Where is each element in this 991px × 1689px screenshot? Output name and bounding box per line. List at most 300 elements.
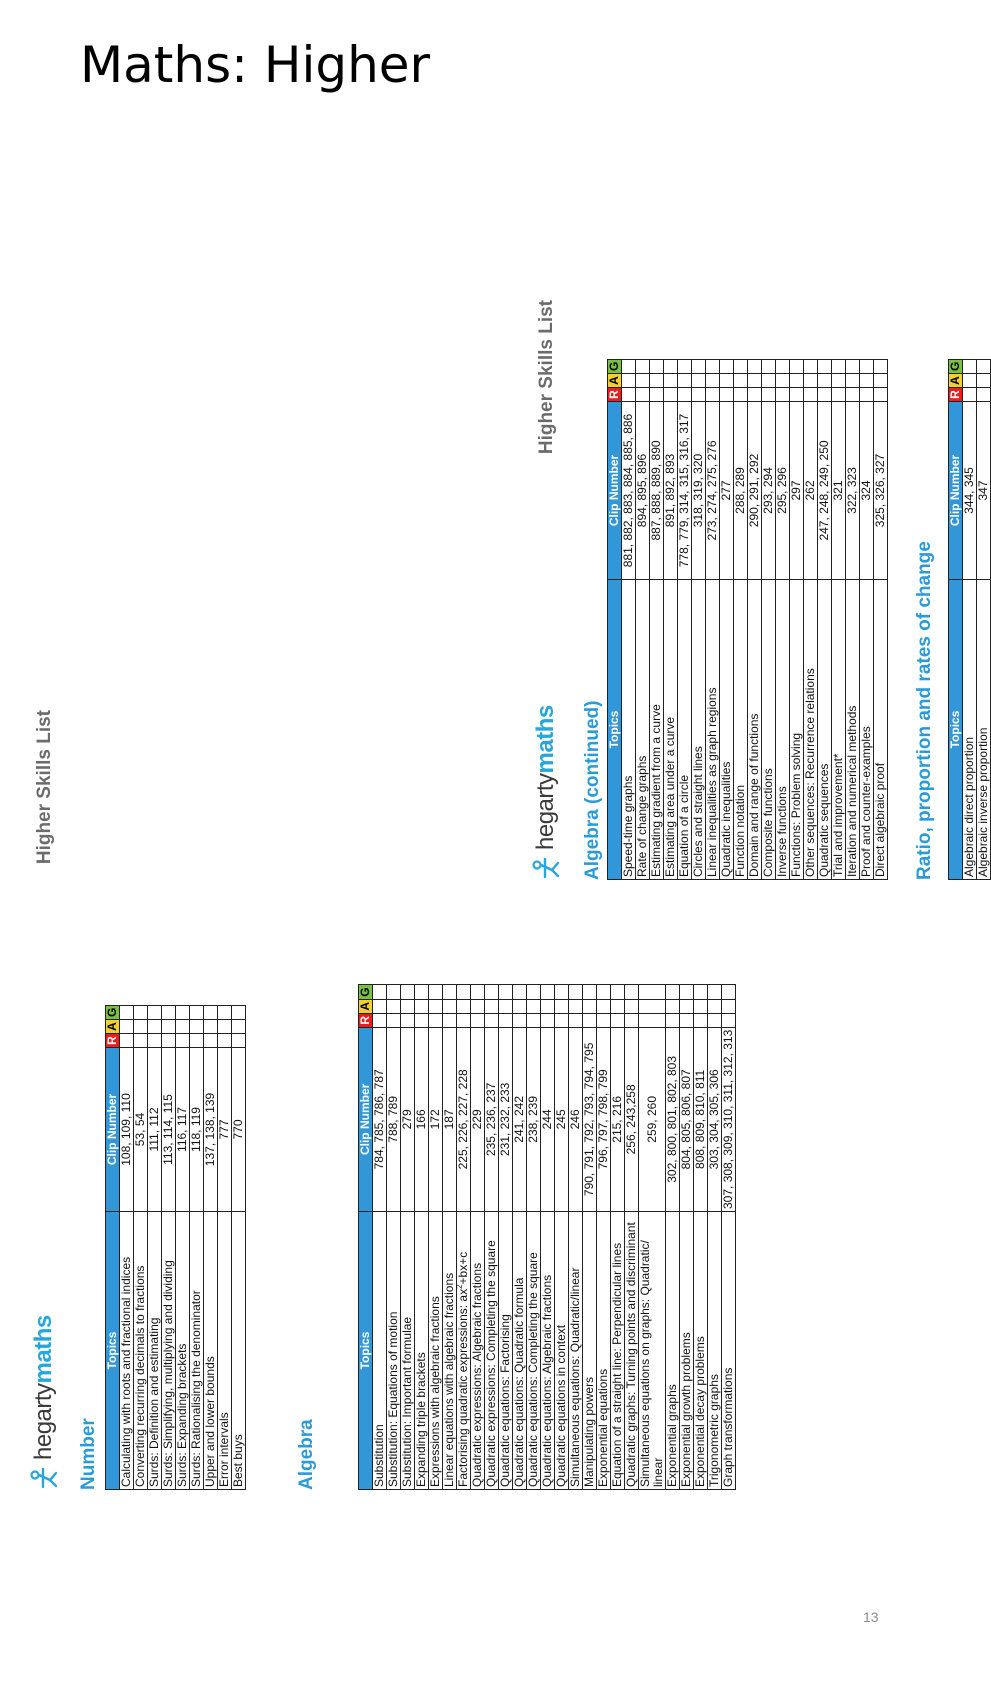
rag-r-cell[interactable] — [636, 388, 650, 402]
clip-number-cell: 325, 326, 327 — [874, 402, 888, 580]
rag-r-cell[interactable] — [611, 1013, 625, 1027]
table-row — [874, 359, 888, 879]
rag-r-cell[interactable] — [860, 388, 874, 402]
rag-a-cell[interactable] — [762, 374, 776, 388]
rag-g-cell[interactable] — [176, 1005, 190, 1019]
rag-r-cell[interactable] — [776, 388, 790, 402]
topic-cell: Functions: Problem solving — [790, 580, 804, 880]
clip-number-cell: 297 — [790, 402, 804, 580]
rag-r-cell[interactable] — [555, 1013, 569, 1027]
rag-r-cell[interactable] — [963, 388, 977, 402]
logo-text-hegarty: hegarty — [532, 773, 559, 850]
rag-r-cell[interactable] — [134, 1034, 148, 1048]
rag-a-cell[interactable] — [218, 1020, 232, 1034]
rag-a-cell[interactable] — [650, 374, 664, 388]
topic-cell: Quadratic equations in context — [555, 1212, 569, 1490]
rag-r-cell[interactable] — [708, 1013, 722, 1027]
rag-g-cell[interactable] — [694, 985, 708, 999]
rag-r-cell[interactable] — [597, 1013, 611, 1027]
rag-g-cell[interactable] — [708, 985, 722, 999]
rag-g-cell[interactable] — [499, 985, 513, 999]
rag-g-cell[interactable] — [874, 359, 888, 373]
rag-r-cell[interactable] — [832, 388, 846, 402]
table-row — [818, 359, 832, 879]
rag-r-cell[interactable] — [678, 388, 692, 402]
rag-a-cell[interactable] — [485, 999, 499, 1013]
topic-cell: Estimating area under a curve — [664, 580, 678, 880]
table-row — [692, 359, 706, 879]
rag-g-cell[interactable] — [569, 985, 583, 999]
rag-r-cell[interactable] — [569, 1013, 583, 1027]
rag-g-cell[interactable] — [622, 359, 636, 373]
rag-r-cell[interactable] — [499, 1013, 513, 1027]
rag-a-cell[interactable] — [678, 374, 692, 388]
table-row — [680, 985, 694, 1490]
clip-number-cell: 324 — [860, 402, 874, 580]
rag-a-cell[interactable] — [818, 374, 832, 388]
rag-g-cell[interactable] — [611, 985, 625, 999]
topic-cell: Algebraic inverse proportion — [977, 580, 991, 880]
rag-r-cell[interactable] — [818, 388, 832, 402]
rag-a-cell[interactable] — [457, 999, 471, 1013]
rag-a-cell[interactable] — [666, 999, 680, 1013]
rag-a-cell[interactable] — [134, 1020, 148, 1034]
topic-cell: Graph transformations — [722, 1212, 736, 1490]
header-amber: A — [106, 1020, 120, 1034]
rag-g-cell[interactable] — [977, 359, 991, 373]
rag-r-cell[interactable] — [190, 1034, 204, 1048]
rag-a-cell[interactable] — [611, 999, 625, 1013]
rag-g-cell[interactable] — [860, 359, 874, 373]
topic-text: +bx+c — [456, 1251, 470, 1285]
table-row — [541, 985, 555, 1490]
topic-cell: Exponential decay problems — [694, 1212, 708, 1490]
header-clip-number: Clip Number — [608, 402, 622, 580]
rag-r-cell[interactable] — [625, 1013, 639, 1027]
rag-g-cell[interactable] — [664, 359, 678, 373]
rag-g-cell[interactable] — [680, 985, 694, 999]
rag-a-cell[interactable] — [722, 999, 736, 1013]
rag-a-cell[interactable] — [443, 999, 457, 1013]
clip-number-cell: 241, 242 — [513, 1027, 527, 1211]
table-row — [190, 1005, 204, 1489]
rag-g-cell[interactable] — [120, 1005, 134, 1019]
rag-g-cell[interactable] — [650, 359, 664, 373]
clip-number-cell: 894, 895, 896 — [636, 402, 650, 580]
rag-a-cell[interactable] — [583, 999, 597, 1013]
rag-g-cell[interactable] — [818, 359, 832, 373]
rag-a-cell[interactable] — [636, 374, 650, 388]
table-row — [790, 359, 804, 879]
rag-r-cell[interactable] — [583, 1013, 597, 1027]
topic-text: Factorising quadratic expressions: ax — [456, 1288, 470, 1487]
clip-number-cell: 108, 109, 110 — [120, 1048, 134, 1212]
topic-cell: Surds: Expanding brackets — [176, 1212, 190, 1490]
topic-cell: Quadratic equations: Algebraic fractions — [541, 1212, 555, 1490]
topic-cell: Simultaneous equations: Quadratic/linear — [569, 1212, 583, 1490]
rag-r-cell[interactable] — [443, 1013, 457, 1027]
header-clip-number: Clip Number — [359, 1027, 373, 1211]
table-row — [218, 1005, 232, 1489]
header-amber: A — [359, 999, 373, 1013]
clip-number-cell: 302, 800, 801, 802, 803 — [666, 1027, 680, 1211]
number-skills-table — [105, 1005, 246, 1490]
topic-cell: Proof and counter-examples — [860, 580, 874, 880]
clip-number-cell: 118, 119 — [190, 1048, 204, 1212]
topic-cell: Quadratic sequences — [818, 580, 832, 880]
rag-a-cell[interactable] — [555, 999, 569, 1013]
table-row — [664, 359, 678, 879]
rag-a-cell[interactable] — [692, 374, 706, 388]
table-row — [846, 359, 860, 879]
rag-a-cell[interactable] — [527, 999, 541, 1013]
table-row — [748, 359, 762, 879]
rag-a-cell[interactable] — [415, 999, 429, 1013]
rag-g-cell[interactable] — [429, 985, 443, 999]
section-title-algebra-continued: Algebra (continued) — [582, 700, 603, 880]
rag-g-cell[interactable] — [804, 359, 818, 373]
rag-r-cell[interactable] — [762, 388, 776, 402]
topic-cell: Estimating gradient from a curve — [650, 580, 664, 880]
header-red: R — [949, 388, 963, 402]
rag-g-cell[interactable] — [401, 985, 415, 999]
table-row — [443, 985, 457, 1490]
rag-r-cell[interactable] — [664, 388, 678, 402]
rag-g-cell[interactable] — [204, 1005, 218, 1019]
rag-g-cell[interactable] — [748, 359, 762, 373]
rag-g-cell[interactable] — [666, 985, 680, 999]
clip-number-cell: 245 — [555, 1027, 569, 1211]
rag-a-cell[interactable] — [860, 374, 874, 388]
topic-cell: Converting recurring decimals to fractions — [134, 1212, 148, 1490]
rag-a-cell[interactable] — [625, 999, 639, 1013]
rag-g-cell[interactable] — [583, 985, 597, 999]
rag-a-cell[interactable] — [734, 374, 748, 388]
page-title: Maths: Higher — [80, 36, 431, 94]
topic-cell: Surds: Simplifying, multiplying and dividing — [162, 1212, 176, 1490]
rag-r-cell[interactable] — [387, 1013, 401, 1027]
header-red: R — [608, 388, 622, 402]
skills-sheet-number-algebra — [0, 710, 360, 1490]
rag-a-cell[interactable] — [162, 1020, 176, 1034]
table-row — [636, 359, 650, 879]
table-row — [734, 359, 748, 879]
topic-cell: Quadratic graphs: Turning points and discriminant — [625, 1212, 639, 1490]
table-row — [776, 359, 790, 879]
rag-r-cell[interactable] — [513, 1013, 527, 1027]
rag-a-cell[interactable] — [963, 374, 977, 388]
table-row — [597, 985, 611, 1490]
rag-a-cell[interactable] — [232, 1020, 246, 1034]
rag-g-cell[interactable] — [471, 985, 485, 999]
rag-g-cell[interactable] — [527, 985, 541, 999]
clip-number-cell: 788, 789 — [387, 1027, 401, 1211]
header-clip-number: Clip Number — [949, 402, 963, 580]
rag-r-cell[interactable] — [120, 1034, 134, 1048]
rag-r-cell[interactable] — [639, 1013, 666, 1027]
rag-g-cell[interactable] — [636, 359, 650, 373]
table-row — [706, 359, 720, 879]
rag-r-cell[interactable] — [541, 1013, 555, 1027]
rag-a-cell[interactable] — [373, 999, 387, 1013]
rag-r-cell[interactable] — [457, 1013, 471, 1027]
logo-text-maths: maths — [532, 705, 559, 774]
rag-r-cell[interactable] — [527, 1013, 541, 1027]
topic-cell: Exponential graphs — [666, 1212, 680, 1490]
rag-r-cell[interactable] — [429, 1013, 443, 1027]
table-row — [639, 985, 666, 1490]
rag-a-cell[interactable] — [597, 999, 611, 1013]
rag-r-cell[interactable] — [846, 388, 860, 402]
rag-a-cell[interactable] — [622, 374, 636, 388]
rag-r-cell[interactable] — [148, 1034, 162, 1048]
clip-number-cell: 344, 345 — [963, 402, 977, 580]
header-green: G — [106, 1005, 120, 1019]
rag-a-cell[interactable] — [720, 374, 734, 388]
clip-number-cell: 244 — [541, 1027, 555, 1211]
clip-number-cell: 235, 236, 237 — [485, 1027, 499, 1211]
rag-a-cell[interactable] — [148, 1020, 162, 1034]
header-green: G — [949, 359, 963, 373]
table-row — [176, 1005, 190, 1489]
table-row — [860, 359, 874, 879]
topic-cell — [457, 1212, 471, 1490]
rag-a-cell[interactable] — [874, 374, 888, 388]
topic-cell: Other sequences: Recurrence relations — [804, 580, 818, 880]
table-row — [162, 1005, 176, 1489]
topic-cell: Circles and straight lines — [692, 580, 706, 880]
rag-g-cell[interactable] — [457, 985, 471, 999]
header-topics: Topics — [949, 580, 963, 880]
rag-a-cell[interactable] — [541, 999, 555, 1013]
table-row — [762, 359, 776, 879]
rag-r-cell[interactable] — [977, 388, 991, 402]
table-row — [678, 359, 692, 879]
rag-a-cell[interactable] — [429, 999, 443, 1013]
rag-a-cell[interactable] — [804, 374, 818, 388]
topic-cell: Quadratic inequalities — [720, 580, 734, 880]
rag-a-cell[interactable] — [977, 374, 991, 388]
rag-a-cell[interactable] — [204, 1020, 218, 1034]
rag-a-cell[interactable] — [569, 999, 583, 1013]
rag-r-cell[interactable] — [666, 1013, 680, 1027]
topic-cell: Manipulating powers — [583, 1212, 597, 1490]
rag-a-cell[interactable] — [680, 999, 694, 1013]
clip-number-cell: 231, 232, 233 — [499, 1027, 513, 1211]
ratio-skills-table — [948, 359, 991, 880]
hegartymaths-logo — [532, 705, 560, 880]
clip-number-cell: 116, 117 — [176, 1048, 190, 1212]
rag-g-cell[interactable] — [485, 985, 499, 999]
rag-r-cell[interactable] — [485, 1013, 499, 1027]
rag-g-cell[interactable] — [218, 1005, 232, 1019]
rag-a-cell[interactable] — [748, 374, 762, 388]
hegarty-figure-icon — [532, 854, 560, 880]
topic-cell: Domain and range of functions — [748, 580, 762, 880]
rag-r-cell[interactable] — [680, 1013, 694, 1027]
topic-cell: Linear inequalities as graph regions — [706, 580, 720, 880]
rag-r-cell[interactable] — [415, 1013, 429, 1027]
rag-g-cell[interactable] — [790, 359, 804, 373]
rag-r-cell[interactable] — [694, 1013, 708, 1027]
topic-cell: Upper and lower bounds — [204, 1212, 218, 1490]
clip-number-cell: 279 — [401, 1027, 415, 1211]
header-topics: Topics — [608, 580, 622, 880]
rag-g-cell[interactable] — [232, 1005, 246, 1019]
rag-g-cell[interactable] — [846, 359, 860, 373]
rag-r-cell[interactable] — [720, 388, 734, 402]
clip-number-cell: 881, 882, 883, 884, 885, 886 — [622, 402, 636, 580]
topic-cell: Quadratic equations: Completing the square — [527, 1212, 541, 1490]
rag-g-cell[interactable] — [387, 985, 401, 999]
rag-g-cell[interactable] — [678, 359, 692, 373]
rag-g-cell[interactable] — [832, 359, 846, 373]
rag-r-cell[interactable] — [176, 1034, 190, 1048]
rag-a-cell[interactable] — [832, 374, 846, 388]
rag-g-cell[interactable] — [692, 359, 706, 373]
table-row — [804, 359, 818, 879]
topic-cell: Simultaneous equations on graphs: Quadratic/ linear — [639, 1212, 666, 1490]
rag-r-cell[interactable] — [401, 1013, 415, 1027]
rag-a-cell[interactable] — [401, 999, 415, 1013]
rag-r-cell[interactable] — [622, 388, 636, 402]
rag-a-cell[interactable] — [846, 374, 860, 388]
rag-r-cell[interactable] — [218, 1034, 232, 1048]
clip-number-cell: 804, 805, 806, 807 — [680, 1027, 694, 1211]
rag-g-cell[interactable] — [625, 985, 639, 999]
rag-r-cell[interactable] — [692, 388, 706, 402]
rag-a-cell[interactable] — [499, 999, 513, 1013]
table-row — [373, 985, 387, 1490]
clip-number-cell: 273, 274, 275, 276 — [706, 402, 720, 580]
table-row — [555, 985, 569, 1490]
topic-cell: Speed-time graphs — [622, 580, 636, 880]
section-title-algebra: Algebra — [296, 1419, 317, 1490]
rag-a-cell[interactable] — [708, 999, 722, 1013]
rag-r-cell[interactable] — [162, 1034, 176, 1048]
rag-g-cell[interactable] — [541, 985, 555, 999]
clip-number-cell: 137, 138, 139 — [204, 1048, 218, 1212]
table-row — [977, 359, 991, 879]
rag-r-cell[interactable] — [650, 388, 664, 402]
rag-r-cell[interactable] — [748, 388, 762, 402]
clip-number-cell: 229 — [471, 1027, 485, 1211]
topic-cell: Substitution: Equations of motion — [387, 1212, 401, 1490]
rag-a-cell[interactable] — [120, 1020, 134, 1034]
topic-cell: Quadratic expressions: Completing the square — [485, 1212, 499, 1490]
table-row — [720, 359, 734, 879]
table-row — [429, 985, 443, 1490]
rag-g-cell[interactable] — [762, 359, 776, 373]
rag-g-cell[interactable] — [148, 1005, 162, 1019]
clip-number-cell: 288, 289 — [734, 402, 748, 580]
rag-r-cell[interactable] — [874, 388, 888, 402]
rag-a-cell[interactable] — [639, 999, 666, 1013]
table-row — [625, 985, 639, 1490]
topic-cell: Exponential growth problems — [680, 1212, 694, 1490]
clip-number-cell: 247, 248, 249, 250 — [818, 402, 832, 580]
rag-g-cell[interactable] — [190, 1005, 204, 1019]
rag-a-cell[interactable] — [706, 374, 720, 388]
topic-cell: Surds: Definition and estimating — [148, 1212, 162, 1490]
rag-a-cell[interactable] — [790, 374, 804, 388]
topic-cell: Equation of a circle — [678, 580, 692, 880]
rag-g-cell[interactable] — [597, 985, 611, 999]
rag-g-cell[interactable] — [639, 985, 666, 999]
rag-g-cell[interactable] — [373, 985, 387, 999]
rag-g-cell[interactable] — [776, 359, 790, 373]
logo-text-maths: maths — [30, 1315, 57, 1384]
rag-r-cell[interactable] — [734, 388, 748, 402]
clip-number-cell: 187 — [443, 1027, 457, 1211]
rag-g-cell[interactable] — [162, 1005, 176, 1019]
topic-cell: Substitution: Important formulae — [401, 1212, 415, 1490]
clip-number-cell: 887, 888, 889, 890 — [650, 402, 664, 580]
rag-r-cell[interactable] — [790, 388, 804, 402]
table-row — [401, 985, 415, 1490]
table-row — [694, 985, 708, 1490]
rag-r-cell[interactable] — [204, 1034, 218, 1048]
rag-r-cell[interactable] — [706, 388, 720, 402]
rag-g-cell[interactable] — [734, 359, 748, 373]
rag-a-cell[interactable] — [513, 999, 527, 1013]
rag-r-cell[interactable] — [804, 388, 818, 402]
clip-number-cell: 166 — [415, 1027, 429, 1211]
logo-text-hegarty: hegarty — [30, 1383, 57, 1460]
rag-a-cell[interactable] — [176, 1020, 190, 1034]
rag-a-cell[interactable] — [190, 1020, 204, 1034]
clip-number-cell: 113, 114, 115 — [162, 1048, 176, 1212]
table-row — [120, 1005, 134, 1489]
rag-g-cell[interactable] — [720, 359, 734, 373]
rag-g-cell[interactable] — [706, 359, 720, 373]
clip-number-cell: 246 — [569, 1027, 583, 1211]
clip-number-cell: 784, 785, 786, 787 — [373, 1027, 387, 1211]
clip-number-cell: 262 — [804, 402, 818, 580]
table-row — [832, 359, 846, 879]
table-row — [134, 1005, 148, 1489]
topic-cell: Composite functions — [762, 580, 776, 880]
rag-g-cell[interactable] — [134, 1005, 148, 1019]
table-row — [583, 985, 597, 1490]
rag-r-cell[interactable] — [722, 1013, 736, 1027]
topic-cell: Calculating with roots and fractional indices — [120, 1212, 134, 1490]
rag-g-cell[interactable] — [722, 985, 736, 999]
rag-g-cell[interactable] — [555, 985, 569, 999]
rag-r-cell[interactable] — [373, 1013, 387, 1027]
table-row — [499, 985, 513, 1490]
topic-cell: Iteration and numerical methods — [846, 580, 860, 880]
rag-a-cell[interactable] — [471, 999, 485, 1013]
rag-a-cell[interactable] — [694, 999, 708, 1013]
rag-a-cell[interactable] — [664, 374, 678, 388]
rag-g-cell[interactable] — [513, 985, 527, 999]
topic-cell: Rate of change graphs — [636, 580, 650, 880]
topic-cell: Linear equations with algebraic fractions — [443, 1212, 457, 1490]
rag-a-cell[interactable] — [776, 374, 790, 388]
header-red: R — [359, 1013, 373, 1027]
rag-r-cell[interactable] — [232, 1034, 246, 1048]
rag-g-cell[interactable] — [443, 985, 457, 999]
hegarty-figure-icon — [30, 1464, 58, 1490]
clip-number-cell: 808, 809, 810, 811 — [694, 1027, 708, 1211]
rag-a-cell[interactable] — [387, 999, 401, 1013]
rag-g-cell[interactable] — [963, 359, 977, 373]
rag-g-cell[interactable] — [415, 985, 429, 999]
clip-number-cell: 277 — [720, 402, 734, 580]
rag-r-cell[interactable] — [471, 1013, 485, 1027]
sheet-subtitle: Higher Skills List — [536, 300, 557, 455]
